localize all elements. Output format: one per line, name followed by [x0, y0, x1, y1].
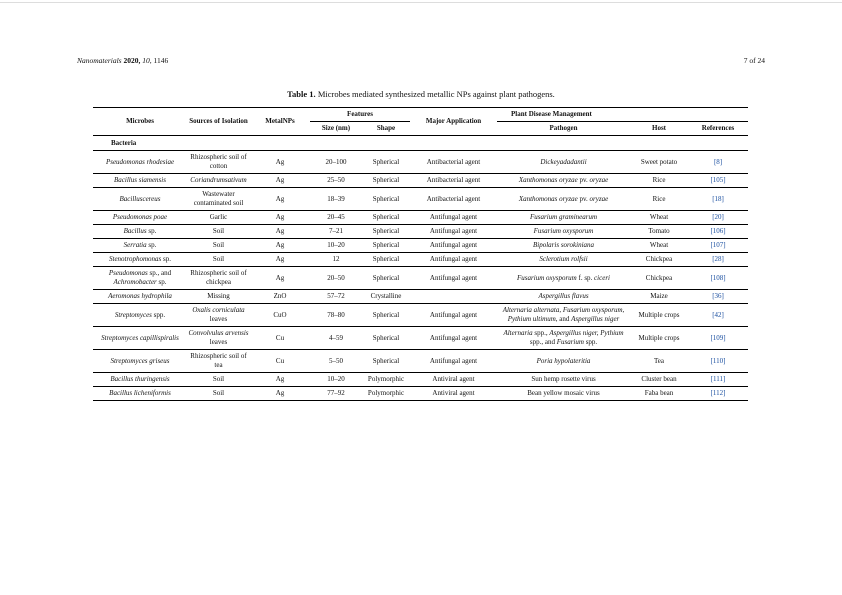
cell-host: Faba bean [644, 389, 674, 397]
cell-size: 4–59 [329, 333, 343, 342]
cell-application: Antibacterial agent [426, 176, 481, 184]
text-segment: Oxalis corniculata [192, 306, 245, 314]
cell-source [187, 387, 250, 401]
text-segment: Fusarium [556, 338, 584, 346]
cell-source [187, 151, 250, 174]
cell-ref[interactable]: [8] [713, 157, 723, 166]
cell-host: Cluster bean [641, 375, 677, 383]
table-row [93, 174, 748, 188]
cell-application: Antifungal agent [429, 356, 478, 365]
text-segment: sp. [146, 227, 157, 235]
caption-text: Microbes mediated synthesized metallic NPs against plant pathogens. [317, 89, 555, 99]
cell-host: Wheat [649, 241, 669, 249]
text-segment: Pseudomonas [108, 269, 148, 277]
text-segment: spp. [583, 338, 598, 346]
cell-ref[interactable]: [105] [710, 176, 726, 184]
cell-source [187, 211, 250, 225]
text-segment: spp., [532, 329, 550, 337]
table-row [93, 188, 748, 211]
article-number: 1146 [153, 56, 169, 65]
text-segment: Rhizospheric soil of cotton [190, 153, 247, 170]
cell-microbe [93, 387, 187, 401]
cell-shape: Spherical [372, 333, 400, 342]
cell-metal: ZnO [273, 292, 287, 300]
cell-pathogen [497, 290, 630, 304]
text-segment: sp. [156, 278, 167, 286]
text-segment: Pseudomonas rhodesiae [105, 157, 175, 166]
cell-host: Wheat [649, 213, 669, 221]
cell-pathogen [497, 225, 630, 239]
text-segment: Aspergillus niger, Pythium [549, 329, 624, 337]
cell-microbe [93, 327, 187, 350]
cell-host: Tomato [648, 227, 670, 235]
cell-microbe [93, 267, 187, 290]
cell-size: 57–72 [327, 292, 345, 300]
table-row [93, 267, 748, 290]
cell-application: Antifungal agent [429, 333, 478, 342]
volume: 10, [142, 56, 152, 65]
cell-ref[interactable]: [109] [710, 333, 726, 342]
cell-metal: Ag [275, 255, 285, 263]
cell-size: 20–100 [325, 157, 347, 166]
cell-metal: Ag [275, 227, 285, 235]
text-segment: Streptomyces griseus [110, 356, 170, 365]
text-segment: Serratia [123, 241, 147, 249]
cell-source [187, 350, 250, 373]
cell-host: Rice [652, 176, 666, 184]
cell-application: Antifungal agent [429, 227, 478, 235]
cell-metal: Ag [275, 194, 285, 203]
col-shape: Shape [362, 122, 410, 136]
text-segment: Bacillus siamensis [114, 176, 166, 184]
table-row [93, 225, 748, 239]
cell-application: Antifungal agent [429, 255, 478, 263]
cell-source [187, 225, 250, 239]
cell-application: Antibacterial agent [426, 157, 481, 166]
cell-ref[interactable]: [107] [710, 241, 726, 249]
text-segment: Garlic [209, 213, 228, 221]
cell-source [187, 290, 250, 304]
cell-metal: Ag [275, 389, 285, 397]
cell-size: 18–39 [327, 194, 345, 203]
cell-pathogen [497, 174, 630, 188]
cell-size: 20–50 [327, 273, 345, 282]
microbes-table [93, 107, 748, 401]
text-segment: Stenotrophomonas [109, 255, 162, 263]
cell-microbe [93, 225, 187, 239]
text-segment: Soil [212, 375, 225, 383]
cell-microbe [93, 188, 187, 211]
cell-host: Multiple crops [638, 310, 680, 319]
cell-source [187, 304, 250, 327]
table-row [93, 387, 748, 401]
text-segment: Soil [212, 241, 225, 249]
table-row [93, 304, 748, 327]
cell-size: 10–20 [327, 241, 345, 249]
cell-application: Antiviral agent [432, 375, 475, 383]
text-segment: oryzae [589, 194, 609, 203]
col-metal: MetalNPs [250, 108, 310, 136]
table-row [93, 290, 748, 304]
cell-pathogen [497, 211, 630, 225]
text-segment: Missing [207, 292, 230, 300]
text-segment: leaves [209, 315, 228, 323]
cell-metal: Ag [275, 157, 285, 166]
text-segment: Xanthomonas oryzae [518, 194, 578, 203]
cell-shape: Crystalline [370, 292, 402, 300]
text-segment: Bacillus licheniformis [109, 389, 171, 397]
cell-metal: Ag [275, 241, 285, 249]
cell-pathogen [497, 327, 630, 350]
cell-metal: Ag [275, 176, 285, 184]
cell-shape: Spherical [372, 356, 400, 365]
cell-ref[interactable]: [36] [712, 292, 724, 300]
text-segment: Streptomyces [114, 310, 152, 319]
cell-shape: Polymorphic [367, 389, 405, 397]
cell-source [187, 188, 250, 211]
cell-shape: Spherical [372, 241, 400, 249]
text-segment: f. sp. [576, 273, 595, 282]
cell-ref[interactable]: [112] [710, 389, 726, 397]
cell-metal: Ag [275, 213, 285, 221]
table-caption [0, 89, 842, 99]
text-segment: spp., and [529, 338, 557, 346]
cell-size: 5–50 [329, 356, 343, 365]
cell-metal: Cu [275, 356, 285, 365]
col-pathogen: Pathogen [497, 122, 630, 136]
cell-size: 25–50 [327, 176, 345, 184]
cell-application: Antifungal agent [429, 310, 478, 319]
text-segment: Pseudomonas poae [112, 213, 168, 221]
cell-source [187, 327, 250, 350]
text-segment: Streptomyces capillispiralis [101, 333, 179, 342]
text-segment: Xanthomonas oryzae [518, 176, 578, 184]
running-header [77, 56, 168, 65]
cell-ref[interactable]: [28] [712, 255, 724, 263]
cell-application: Antifungal agent [429, 241, 478, 249]
text-segment: Fusarium oxysporum [533, 227, 594, 235]
text-segment: Alternaria alternata, Fusarium oxysporum, Pythium ultimum, [502, 306, 625, 323]
cell-microbe [93, 151, 187, 174]
cell-metal: CuO [273, 310, 287, 319]
cell-size: 77–92 [327, 389, 345, 397]
table-row [93, 253, 748, 267]
cell-source [187, 373, 250, 387]
cell-ref[interactable]: [110] [710, 356, 726, 365]
cell-ref[interactable]: [18] [712, 194, 724, 203]
text-segment: pv. [577, 194, 590, 203]
cell-source [187, 267, 250, 290]
cell-shape: Spherical [372, 227, 400, 235]
cell-ref[interactable]: [106] [710, 227, 726, 235]
text-segment: Bacillus thuringensis [110, 375, 170, 383]
text-segment: Achromobacter [113, 278, 157, 286]
cell-pathogen [497, 239, 630, 253]
text-segment: Aspergillus niger [571, 315, 620, 323]
text-segment: Soil [212, 389, 225, 397]
table-row [93, 327, 748, 350]
cell-application: Antifungal agent [429, 273, 478, 282]
cell-microbe [93, 239, 187, 253]
cell-source [187, 253, 250, 267]
journal-name: Nanomaterials [77, 56, 122, 65]
table-row [93, 373, 748, 387]
cell-microbe [93, 211, 187, 225]
cell-source [187, 239, 250, 253]
cell-shape: Spherical [372, 273, 400, 282]
text-segment: Alternaria [503, 329, 533, 337]
cell-shape: Polymorphic [367, 375, 405, 383]
cell-ref[interactable]: [20] [712, 213, 724, 221]
cell-host: Tea [654, 356, 665, 365]
text-segment: Bean yellow mosaic virus [527, 389, 600, 397]
cell-host: Sweet potato [640, 157, 678, 166]
text-segment: sp., and [147, 269, 172, 277]
cell-pathogen [497, 304, 630, 327]
text-segment: Soil [212, 255, 225, 263]
text-segment: leaves [209, 338, 228, 346]
text-segment: Soil [212, 227, 225, 235]
table-row [93, 350, 748, 373]
cell-ref[interactable]: [42] [712, 310, 724, 319]
cell-microbe [93, 373, 187, 387]
table-row [93, 151, 748, 174]
text-segment: Fusarium graminearum [529, 213, 598, 221]
cell-size: 12 [332, 255, 340, 263]
text-segment: sp. [146, 241, 157, 249]
cell-shape: Spherical [372, 194, 400, 203]
text-segment: Bipolaris sorokiniana [533, 241, 595, 249]
cell-source [187, 174, 250, 188]
text-segment: Sun hemp rosette virus [531, 375, 596, 383]
cell-microbe [93, 174, 187, 188]
text-segment: Fusarium oxysporum [517, 273, 577, 282]
cell-pathogen [497, 387, 630, 401]
text-segment: pv. [577, 176, 590, 184]
col-host: Host [630, 122, 688, 136]
col-management: Plant Disease Management [497, 108, 748, 122]
text-segment: ciceri [594, 273, 610, 282]
text-segment: spp. [151, 310, 166, 319]
cell-microbe [93, 290, 187, 304]
cell-application [410, 290, 497, 304]
text-segment: Convolvulus arvensis [188, 329, 249, 337]
text-segment: and [557, 315, 572, 323]
cell-shape: Spherical [372, 157, 400, 166]
cell-shape: Spherical [372, 213, 400, 221]
year: 2020, [123, 56, 141, 65]
cell-pathogen [497, 188, 630, 211]
col-features: Features [310, 108, 410, 122]
cell-pathogen [497, 373, 630, 387]
cell-host: Rice [652, 194, 666, 203]
text-segment: Rhizospheric soil of chickpea [190, 269, 247, 286]
col-microbes: Microbes [93, 108, 187, 136]
text-segment: Bacilluscereus [119, 194, 161, 203]
cell-size: 20–45 [327, 213, 345, 221]
cell-host: Multiple crops [638, 333, 680, 342]
cell-host: Maize [650, 292, 668, 300]
text-segment: Sclerotium rolfsii [539, 255, 588, 263]
cell-pathogen [497, 267, 630, 290]
text-segment: sp. [161, 255, 171, 263]
cell-host: Chickpea [645, 255, 673, 263]
cell-application: Antifungal agent [429, 213, 478, 221]
text-segment: Dickeyadadantii [540, 157, 587, 166]
cell-metal: Cu [275, 333, 285, 342]
cell-ref[interactable]: [111] [710, 375, 726, 383]
col-size: Size (nm) [310, 122, 362, 136]
text-segment: Aspergillus flavus [538, 292, 589, 300]
cell-shape: Spherical [372, 310, 400, 319]
text-segment: Coriandrumsativum [190, 176, 247, 184]
cell-application: Antibacterial agent [426, 194, 481, 203]
table-row [93, 239, 748, 253]
cell-shape: Spherical [372, 255, 400, 263]
text-segment: Bacillus [123, 227, 147, 235]
text-segment: Aeromonas hydrophila [108, 292, 172, 300]
top-divider [0, 2, 842, 3]
text-segment: Rhizospheric soil of tea [190, 352, 247, 369]
table-row [93, 211, 748, 225]
cell-size: 78–80 [327, 310, 345, 319]
caption-label: Table 1. [287, 89, 316, 99]
cell-pathogen [497, 151, 630, 174]
text-segment: Poria hypolateritia [536, 356, 591, 365]
cell-microbe [93, 253, 187, 267]
text-segment: Wastewater contaminated soil [193, 190, 244, 207]
cell-metal: Ag [275, 273, 285, 282]
col-application: Major Application [410, 108, 497, 136]
text-segment: oryzae [589, 176, 609, 184]
cell-shape: Spherical [372, 176, 400, 184]
page-number: 7 of 24 [743, 56, 765, 65]
cell-ref[interactable]: [108] [710, 273, 726, 282]
cell-size: 10–20 [327, 375, 345, 383]
cell-size: 7–21 [329, 227, 343, 235]
col-sources: Sources of Isolation [187, 108, 250, 136]
col-references: References [688, 122, 748, 136]
group-label: Bacteria [111, 138, 137, 147]
cell-pathogen [497, 350, 630, 373]
cell-metal: Ag [275, 375, 285, 383]
cell-application: Antiviral agent [432, 389, 475, 397]
cell-microbe [93, 304, 187, 327]
cell-pathogen [497, 253, 630, 267]
cell-host: Chickpea [645, 273, 673, 282]
cell-microbe [93, 350, 187, 373]
